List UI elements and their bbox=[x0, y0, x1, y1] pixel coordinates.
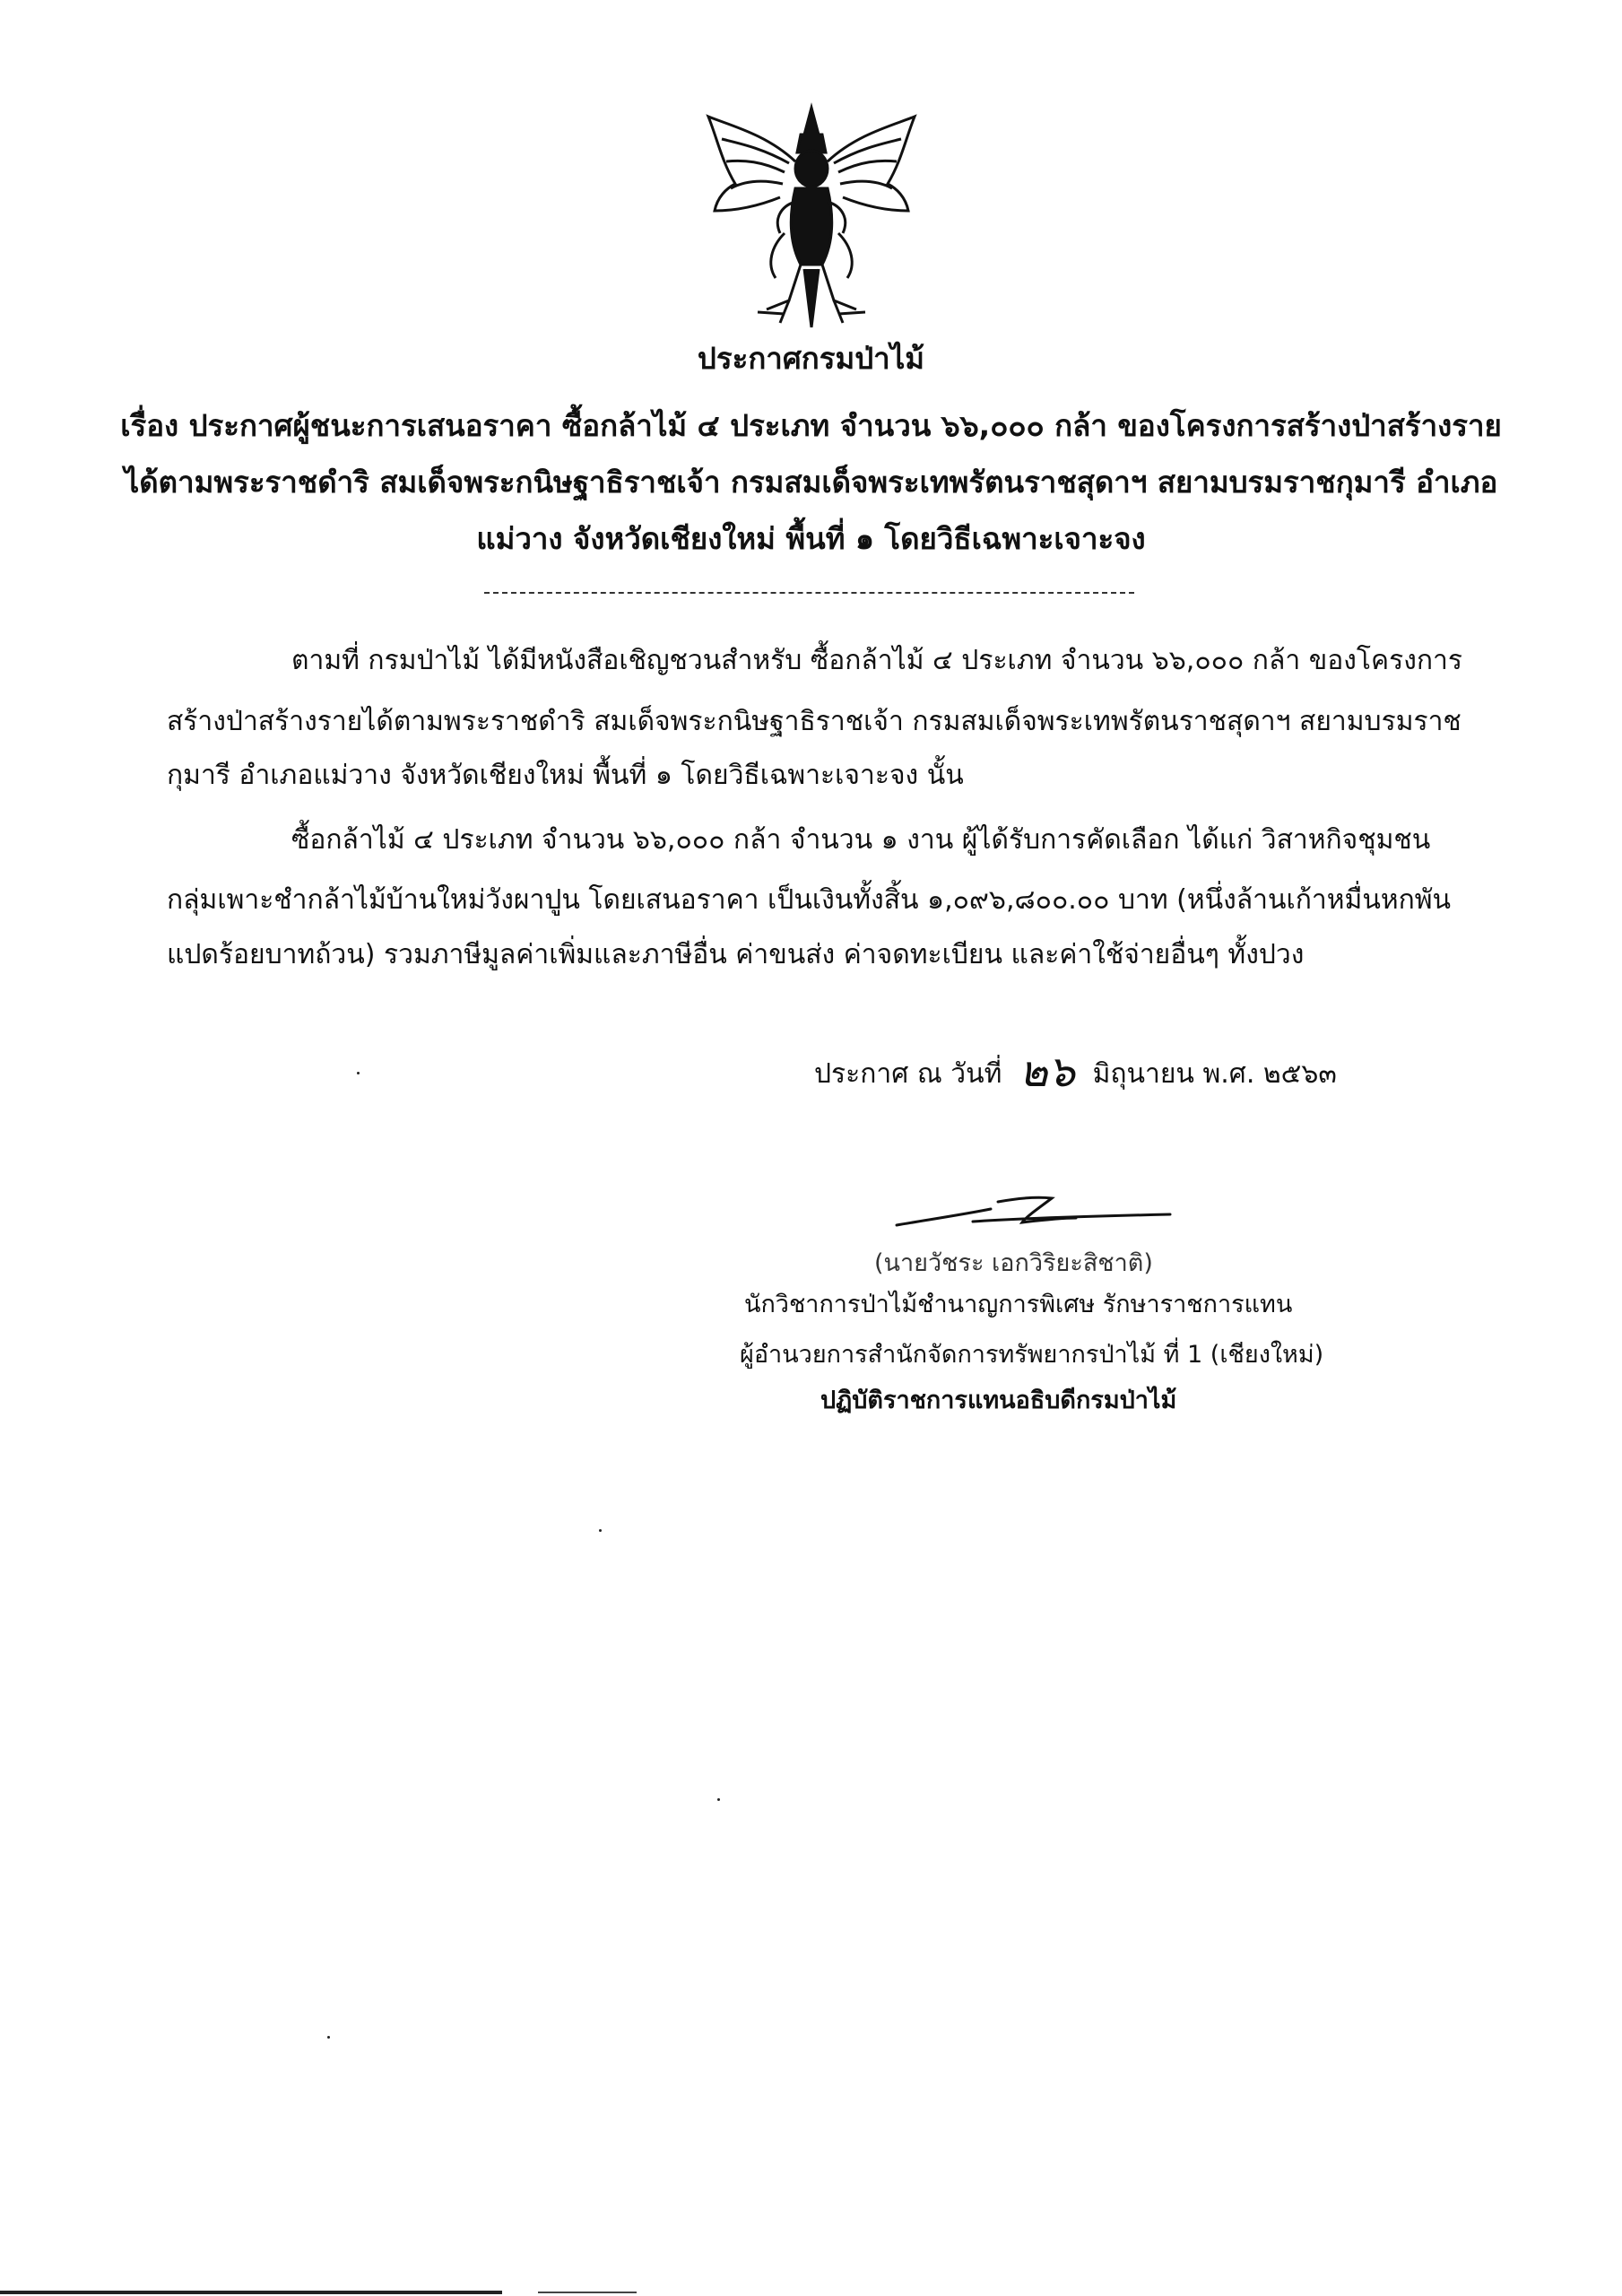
subject-line: ได้ตามพระราชดำริ สมเด็จพระกนิษฐาธิราชเจ้า กรมสมเด็จพระเทพรัตนราชสุดาฯ สยามบรมราชกุมารี อำเภอ bbox=[124, 465, 1498, 500]
scan-speck bbox=[717, 1798, 720, 1801]
paragraph-2-line: แปดร้อยบาทถ้วน) รวมภาษีมูลค่าเพิ่มและภาษีอื่น ค่าขนส่ง ค่าจดทะเบียน และค่าใช้จ่ายอื่นๆ ทั้งปวง bbox=[167, 939, 1305, 970]
announcement-date bbox=[814, 1047, 1337, 1097]
paragraph-1-line: สร้างป่าสร้างรายได้ตามพระราชดำริ สมเด็จพระกนิษฐาธิราชเจ้า กรมสมเด็จพระเทพรัตนราชสุดาฯ สยามบรมราช bbox=[167, 706, 1462, 737]
paragraph-2-line: ซื้อกล้าไม้ ๔ ประเภท จำนวน ๖๖,๐๐๐ กล้า จำนวน ๑ งาน ผู้ได้รับการคัดเลือก ได้แก่ วิสาหกิจชุมชน bbox=[291, 824, 1431, 856]
signer-title: นักวิชาการป่าไม้ชำนาญการพิเศษ รักษาราชการแทน bbox=[744, 1291, 1293, 1318]
date-prefix: ประกาศ ณ วันที่ bbox=[814, 1058, 1002, 1090]
paragraph-1-line: ตามที่ กรมป่าไม้ ได้มีหนังสือเชิญชวนสำหรับ ซื้อกล้าไม้ ๔ ประเภท จำนวน ๖๖,๐๐๐ กล้า ของโครงการ bbox=[291, 645, 1462, 676]
signature-icon bbox=[892, 1182, 1179, 1245]
date-month-year: มิถุนายน พ.ศ. ๒๕๖๓ bbox=[1092, 1058, 1337, 1090]
scan-bottom-edge bbox=[0, 2285, 1622, 2296]
signer-title: ผู้อำนวยการสำนักจัดการทรัพยากรป่าไม้ ที่ 1 (เชียงใหม่) bbox=[740, 1341, 1324, 1369]
separator-line bbox=[484, 592, 1134, 594]
paragraph-2-line: กลุ่มเพาะชำกล้าไม้บ้านใหม่วังผาปูน โดยเสนอราคา เป็นเงินทั้งสิ้น ๑,๐๙๖,๘๐๐.๐๐ บาท (หนึ่งล้านเก้าหมื่นหกพัน bbox=[167, 884, 1452, 916]
scan-speck bbox=[327, 2036, 330, 2039]
signer-name: (นายวัชระ เอกวิริยะสิชาติ) bbox=[874, 1249, 1153, 1277]
scan-speck bbox=[357, 1072, 360, 1074]
garuda-emblem-icon bbox=[695, 99, 928, 341]
scan-speck bbox=[599, 1529, 602, 1532]
subject-line: แม่วาง จังหวัดเชียงใหม่ พื้นที่ ๑ โดยวิธีเฉพาะเจาะจง bbox=[476, 521, 1146, 556]
paragraph-1-line: กุมารี อำเภอแม่วาง จังหวัดเชียงใหม่ พื้นที่ ๑ โดยวิธีเฉพาะเจาะจง นั้น bbox=[167, 760, 964, 791]
signer-title: ปฏิบัติราชการแทนอธิบดีกรมป่าไม้ bbox=[820, 1387, 1177, 1414]
date-day: ๒๖ bbox=[1019, 1047, 1076, 1097]
document-title: ประกาศกรมป่าไม้ bbox=[697, 341, 925, 376]
subject-line: เรื่อง ประกาศผู้ชนะการเสนอราคา ซื้อกล้าไม้ ๔ ประเภท จำนวน ๖๖,๐๐๐ กล้า ของโครงการสร้างป่าสร้างราย bbox=[120, 408, 1502, 443]
